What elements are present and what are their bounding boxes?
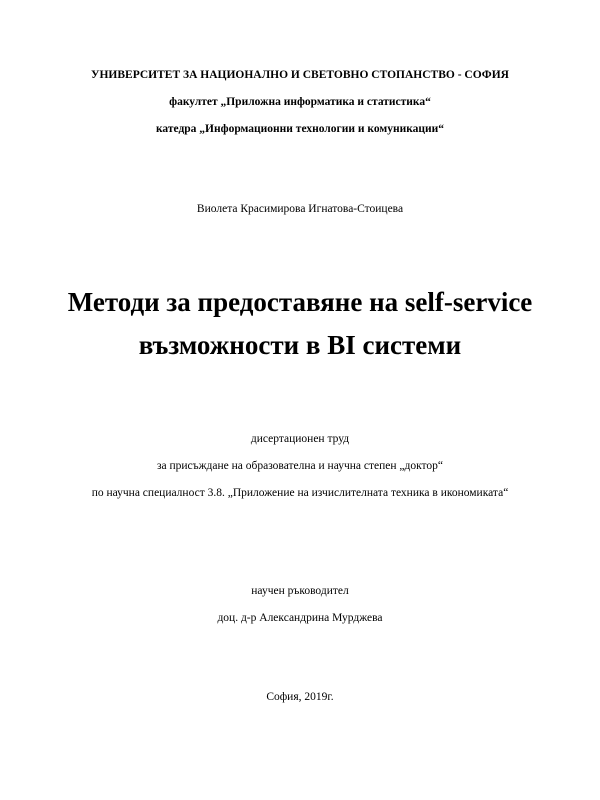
thesis-title-line-1: Методи за предоставяне на self-service bbox=[67, 287, 533, 317]
supervisor-label: научен ръководител bbox=[251, 585, 349, 597]
specialty-statement: по научна специалност 3.8. „Приложение на изчислителната техника в икономиката“ bbox=[91, 487, 509, 499]
university-name: УНИВЕРСИТЕТ ЗА НАЦИОНАЛНО И СВЕТОВНО СТОПАНСТВО - СОФИЯ bbox=[91, 69, 509, 81]
work-type: дисертационен труд bbox=[250, 433, 350, 445]
place-and-date: София, 2019г. bbox=[266, 691, 334, 703]
thesis-title-line-2: възможности в BI системи bbox=[138, 330, 462, 360]
supervisor-name: доц. д-р Александрина Мурджева bbox=[217, 612, 383, 624]
faculty-name: факултет „Приложна информатика и статистика“ bbox=[169, 96, 431, 108]
author-name: Виолета Красимирова Игнатова-Стоицева bbox=[196, 203, 404, 215]
degree-statement: за присъждане на образователна и научна степен „доктор“ bbox=[156, 460, 444, 472]
department-name: катедра „Информационни технологии и комуникации“ bbox=[155, 123, 445, 135]
